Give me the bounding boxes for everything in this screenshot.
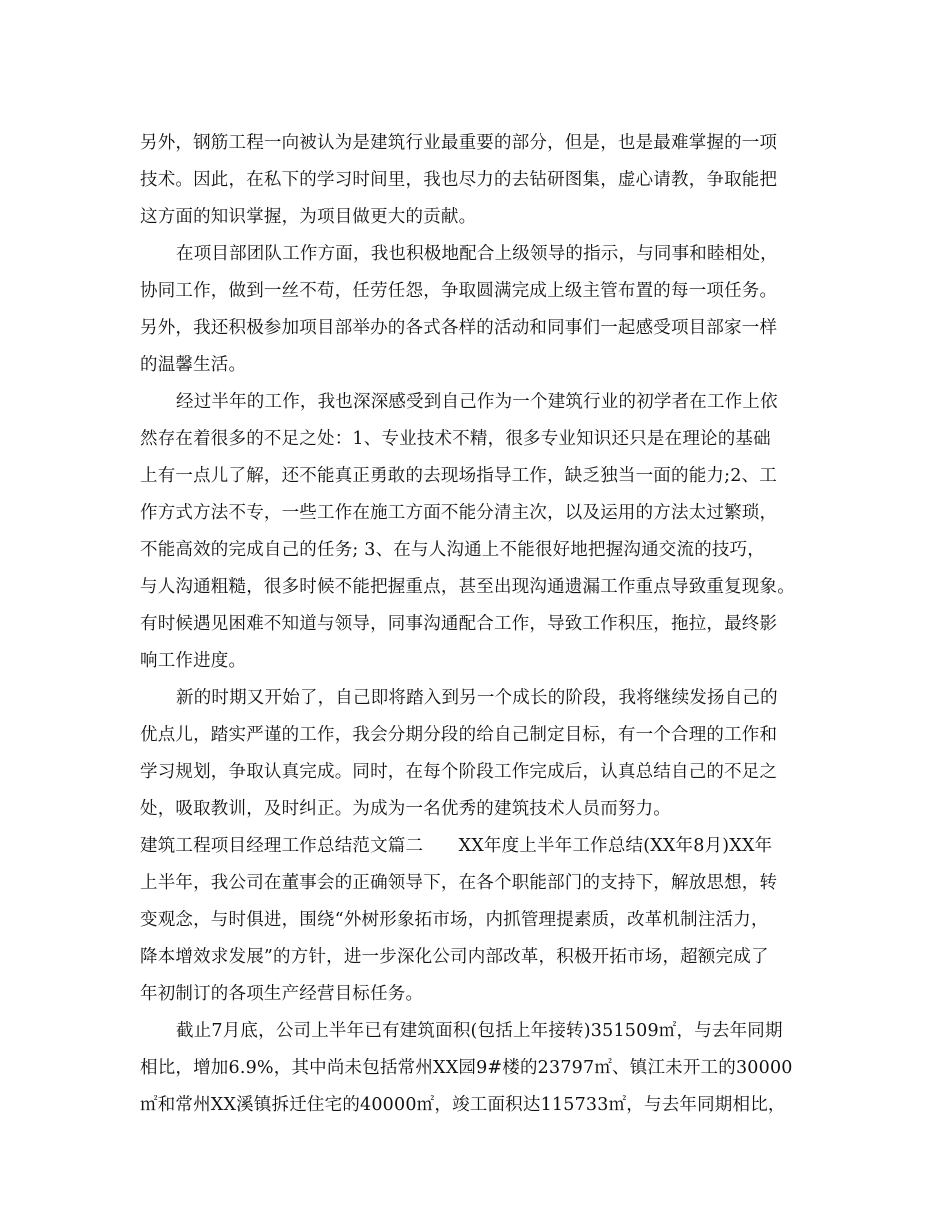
text-line-13: 与人沟通粗糙，很多时候不能把握重点，甚至出现沟通遗漏工作重点导致重复现象。 [140, 577, 795, 597]
text-line-6: 另外，我还积极参加项目部举办的各式各样的活动和同事们一起感受项目部家一样 [140, 318, 778, 338]
text-line-9: 然存在着很多的不足之处：1、专业技术不精，很多专业知识还只是在理论的基础 [140, 429, 771, 449]
text-line-17: 优点儿，踏实严谨的工作，我会分期分段的给自己制定目标，有一个合理的工作和 [140, 725, 778, 745]
text-line-10: 上有一点儿了解，还不能真正勇敢的去现场指导工作，缺乏独当一面的能力;2、工 [140, 466, 777, 486]
text-line-23: 降本增效求发展”的方针，进一步深化公司内部改革，积极开拓市场，超额完成了 [140, 947, 769, 967]
text-line-1: 另外，钢筋工程一向被认为是建筑行业最重要的部分，但是，也是最难掌握的一项 [140, 133, 778, 153]
section-heading-line: 建筑工程项目经理工作总结范文篇二 XX年度上半年工作总结(XX年8月)XX年 [140, 836, 773, 856]
text-line-8: 经过半年的工作，我也深深感受到自己作为一个建筑行业的初学者在工作上依 [176, 392, 778, 412]
text-line-14: 有时候遇见困难不知道与领导，同事沟通配合工作，导致工作积压，拖拉，最终影 [140, 614, 778, 634]
text-line-26: 相比，增加6.9%，其中尚未包括常州XX园9#楼的23797㎡、镇江未开工的30000 [140, 1058, 793, 1078]
text-line-21: 上半年，我公司在董事会的正确领导下，在各个职能部门的支持下，解放思想，转 [140, 873, 778, 893]
text-line-5: 协同工作，做到一丝不苟，任劳任怨，争取圆满完成上级主管布置的每一项任务。 [140, 281, 778, 301]
text-line-16: 新的时期又开始了，自己即将踏入到另一个成长的阶段，我将继续发扬自己的 [176, 688, 778, 708]
text-line-4: 在项目部团队工作方面，我也积极地配合上级领导的指示，与同事和睦相处， [176, 244, 778, 264]
text-line-7: 的温馨生活。 [140, 355, 247, 375]
text-line-27: ㎡和常州XX溪镇拆迁住宅的40000㎡，竣工面积达115733㎡，与去年同期相比， [140, 1095, 786, 1115]
text-line-11: 作方式方法不专，一些工作在施工方面不能分清主次，以及运用的方法太过繁琐， [140, 503, 778, 523]
text-line-24: 年初制订的各项生产经营目标任务。 [140, 984, 424, 1004]
text-line-25: 截止7月底，公司上半年已有建筑面积(包括上年接转)351509㎡，与去年同期 [176, 1021, 783, 1041]
text-line-2: 技术。因此，在私下的学习时间里，我也尽力的去钻研图集，虚心请教，争取能把 [140, 170, 778, 190]
text-line-22: 变观念，与时俱进，围绕“外树形象拓市场，内抓管理提素质，改革机制注活力， [140, 910, 769, 930]
text-line-18: 学习规划，争取认真完成。同时，在每个阶段工作完成后，认真总结自己的不足之 [140, 762, 778, 782]
text-line-3: 这方面的知识掌握，为项目做更大的贡献。 [140, 207, 477, 227]
text-line-12: 不能高效的完成自己的任务; 3、在与人沟通上不能很好地把握沟通交流的技巧， [140, 540, 765, 560]
text-line-15: 响工作进度。 [140, 651, 247, 671]
text-line-19: 处，吸取教训，及时纠正。为成为一名优秀的建筑技术人员而努力。 [140, 799, 671, 819]
